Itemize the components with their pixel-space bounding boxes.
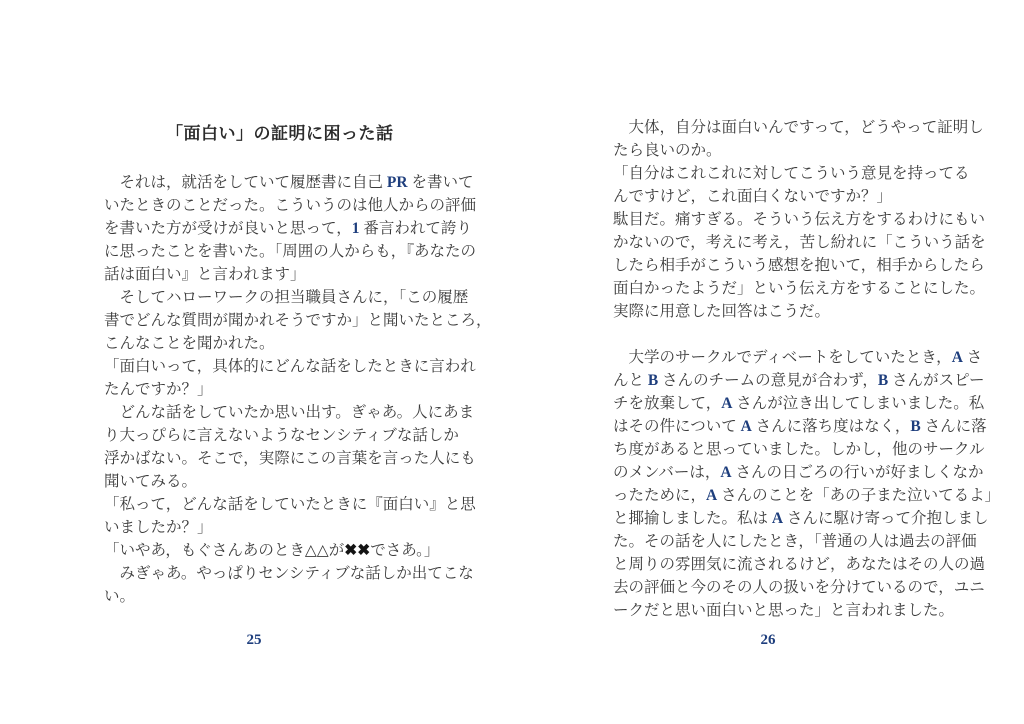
left-page-number: 25	[246, 632, 262, 648]
text-line: こんなことを聞かれた。	[104, 335, 275, 352]
text-line: を書いた方が受けが良いと思って，1 番言われて誇り	[104, 220, 472, 237]
text-line: 大体，自分は面白いんですって，どうやって証明し	[613, 119, 984, 136]
text-line: 面白かったようだ」という伝え方をすることにした。	[613, 280, 986, 297]
text-line: みぎゃあ。やっぱりセンシティブな話しか出てこな	[104, 565, 474, 582]
text-line: 大学のサークルでディベートをしていたとき，A さ	[613, 349, 983, 366]
text-line: 「私って，どんな話をしていたときに『面白い』と思	[104, 496, 476, 513]
text-line: 書でどんな質問が聞かれそうですか」と聞いたところ，	[104, 312, 492, 329]
text-line	[613, 323, 975, 346]
text-line: かないので，考えに考え，苦し紛れに「こういう話を	[613, 234, 986, 251]
text-line: たら良いのか。	[613, 142, 722, 159]
text-line: んと B さんのチームの意見が合わず，B さんがスピー	[613, 372, 985, 389]
text-line: 話は面白い』と言われます」	[104, 266, 306, 283]
text-line: それは，就活をしていて履歴書に自己 PR を書いて	[104, 174, 474, 191]
text-line: どんな話をしていたか思い出す。ぎゃあ。人にあま	[104, 404, 475, 421]
text-line: チを放棄して，A さんが泣き出してしまいました。私	[613, 395, 985, 412]
text-line: 「面白いって，具体的にどんな話をしたときに言われ	[104, 358, 476, 375]
text-line: ークだと思い面白いと思った」と言われました。	[613, 602, 955, 619]
text-line: に思ったことを書いた。「周囲の人からも，『あなたの	[104, 243, 477, 260]
left-page-body	[104, 171, 492, 608]
right-page-number: 26	[760, 632, 776, 648]
chapter-title: 「面白い」の証明に困った話	[166, 124, 394, 143]
text-line: と周りの雰囲気に流されるけど，あなたはその人の過	[613, 556, 986, 573]
text-line: 駄目だ。痛すぎる。そういう伝え方をするわけにもい	[613, 211, 986, 228]
text-line: いましたか？」	[104, 519, 213, 536]
text-line: と揶揄しました。私は A さんに駆け寄って介抱しまし	[613, 510, 989, 527]
right-page-body	[613, 116, 1001, 622]
text-line: ったために，A さんのことを「あの子また泣いてるよ」	[613, 487, 1001, 504]
text-line: た。その話を人にしたとき，「普通の人は過去の評価	[613, 533, 977, 550]
text-line: り大っぴらに言えないようなセンシティブな話しか	[104, 427, 459, 444]
text-line: ち度があると思っていました。しかし，他のサークル	[613, 441, 985, 458]
text-line: はその件について A さんに落ち度はなく，B さんに落	[613, 418, 987, 435]
text-line: い。	[104, 588, 136, 605]
text-line: 聞いてみる。	[104, 473, 198, 490]
text-line: したら相手がこういう感想を抱いて，相手からしたら	[613, 257, 985, 274]
text-line: そしてハローワークの担当職員さんに，「この履歴	[104, 289, 469, 306]
text-line: んですけど，これ面白くないですか？」	[613, 188, 893, 205]
text-line: 浮かばない。そこで，実際にこの言葉を言った人にも	[104, 450, 476, 467]
text-line: 去の評価と今のその人の扱いを分けているので，ユニ	[613, 579, 985, 596]
text-line: たんですか？」	[104, 381, 213, 398]
text-line: 実際に用意した回答はこうだ。	[613, 303, 831, 320]
text-line: いたときのことだった。こういうのは他人からの評価	[104, 197, 477, 214]
text-line: 「いやあ，もぐさんあのとき△△が✖✖でさあ。」	[104, 542, 440, 559]
text-line: のメンバーは，A さんの日ごろの行いが好ましくなか	[613, 464, 984, 481]
text-line: 「自分はこれこれに対してこういう意見を持ってる	[613, 165, 970, 182]
